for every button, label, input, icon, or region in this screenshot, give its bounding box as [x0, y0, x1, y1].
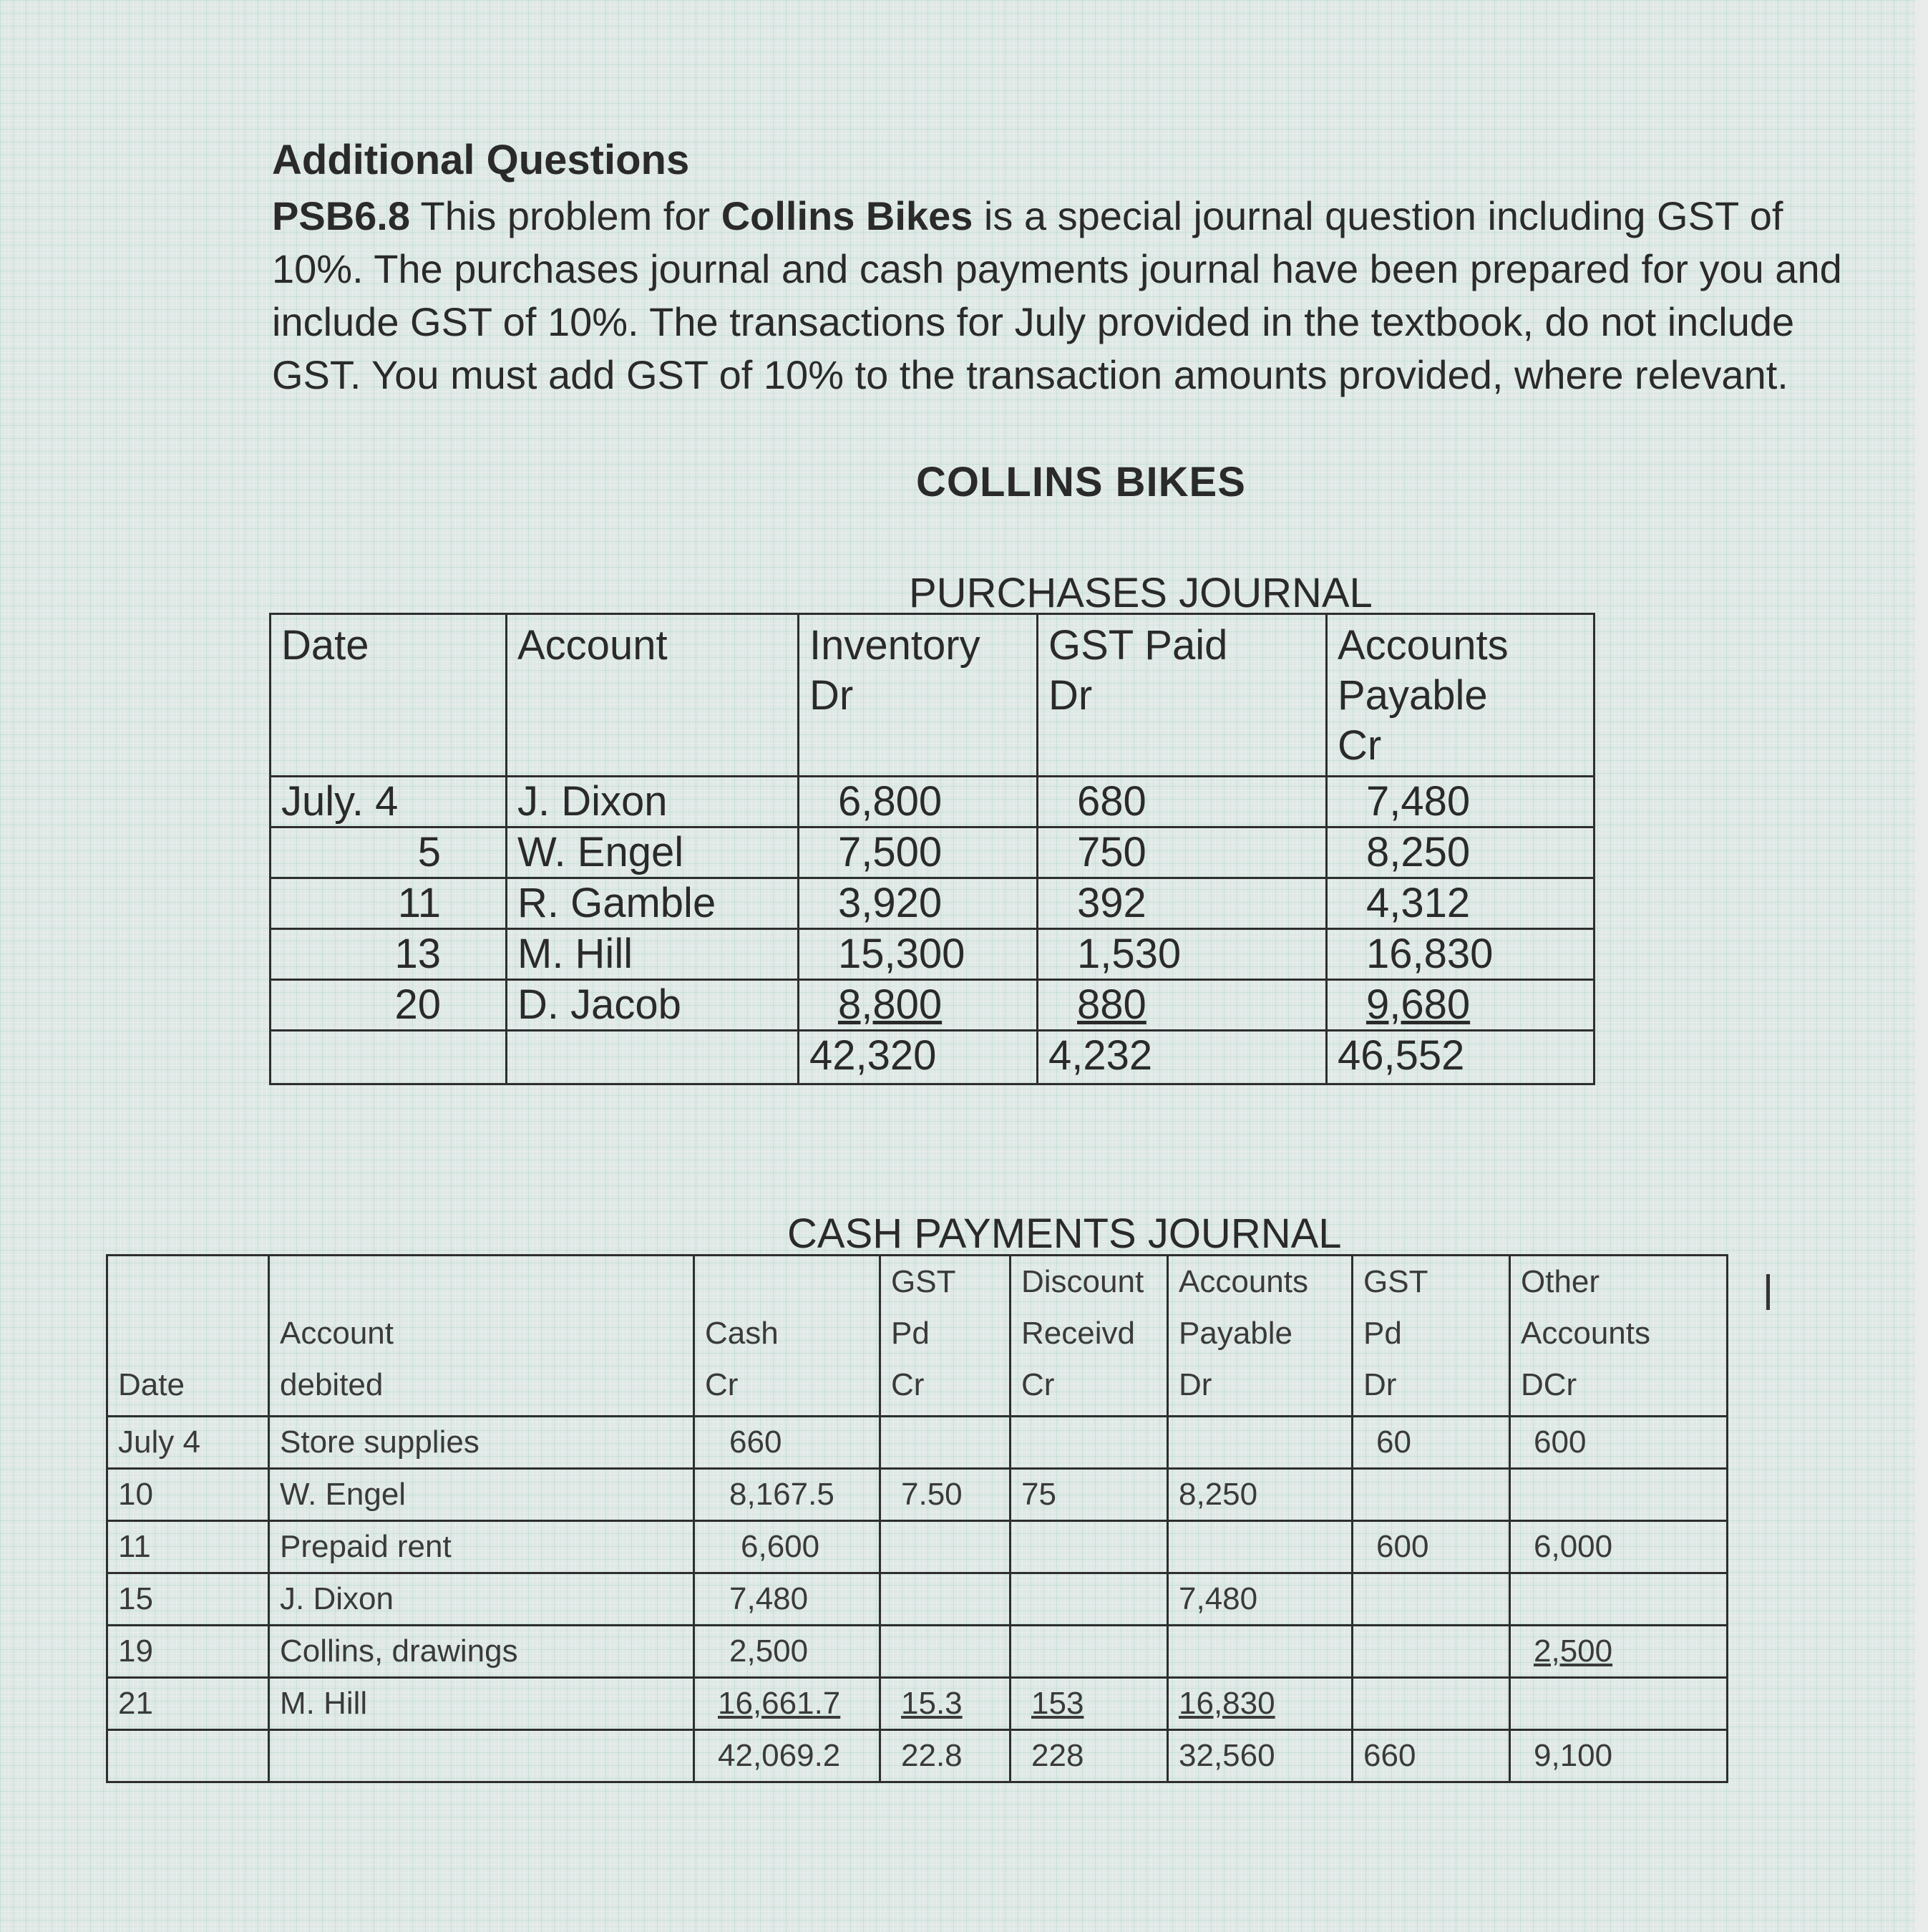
cash-payments-journal-table [106, 1254, 1728, 1783]
row-gst: 1,530 [1038, 929, 1327, 980]
table-row [107, 1417, 1728, 1469]
total-date [107, 1730, 269, 1782]
row-gst-dr [1353, 1573, 1510, 1626]
total-ap: 46,552 [1327, 1031, 1595, 1084]
row-account: J. Dixon [507, 777, 799, 827]
table-row [271, 878, 1595, 929]
row-ap: 8,250 [1168, 1469, 1353, 1521]
table-row [107, 1573, 1728, 1626]
row-gst: 680 [1038, 777, 1327, 827]
row-date: July. 4 [271, 777, 507, 827]
header-date: Date [271, 614, 507, 777]
header-accounts-payable: Accounts Payable Dr [1168, 1256, 1353, 1417]
header-gst-cr: GST Pd Cr [880, 1256, 1011, 1417]
header-cash: Cash Cr [694, 1256, 880, 1417]
total-cash: 42,069.2 [694, 1730, 880, 1782]
row-ap: 9,680 [1327, 980, 1595, 1031]
row-discount [1011, 1417, 1168, 1469]
row-other: 6,000 [1510, 1521, 1728, 1573]
row-date: 10 [107, 1469, 269, 1521]
total-date [271, 1031, 507, 1084]
row-account: J. Dixon [269, 1573, 694, 1626]
row-gst-dr [1353, 1626, 1510, 1678]
table-row [271, 777, 1595, 827]
row-date: 15 [107, 1573, 269, 1626]
header-row [107, 1256, 1728, 1417]
row-discount [1011, 1573, 1168, 1626]
row-account: W. Engel [269, 1469, 694, 1521]
row-discount: 75 [1011, 1469, 1168, 1521]
purchases-journal-title: PURCHASES JOURNAL [909, 570, 1373, 616]
table-row [107, 1521, 1728, 1573]
row-ap: 16,830 [1327, 929, 1595, 980]
text-cursor [1766, 1274, 1770, 1310]
header-discount: Discount Receivd Cr [1011, 1256, 1168, 1417]
row-date: 13 [271, 929, 507, 980]
row-discount [1011, 1626, 1168, 1678]
header-other-accounts: Other Accounts DCr [1510, 1256, 1728, 1417]
header-accounts-payable: Accounts Payable Cr [1327, 614, 1595, 777]
table-row [107, 1678, 1728, 1730]
header-row [271, 614, 1595, 777]
total-gst-dr: 660 [1353, 1730, 1510, 1782]
header-gst-dr: GST Pd Dr [1353, 1256, 1510, 1417]
company-title: COLLINS BIKES [916, 459, 1246, 505]
section-heading: Additional Questions [272, 137, 690, 183]
table-row [271, 980, 1595, 1031]
row-ap [1168, 1417, 1353, 1469]
header-inventory: Inventory Dr [799, 614, 1038, 777]
row-gst-cr [880, 1573, 1011, 1626]
row-cash: 2,500 [694, 1626, 880, 1678]
row-account: D. Jacob [507, 980, 799, 1031]
row-gst: 750 [1038, 827, 1327, 878]
table-row [107, 1626, 1728, 1678]
totals-row [271, 1031, 1595, 1084]
row-date: July 4 [107, 1417, 269, 1469]
cash-payments-body [107, 1417, 1728, 1782]
row-date: 20 [271, 980, 507, 1031]
scrollbar-strip [1915, 0, 1928, 1932]
row-date: 21 [107, 1678, 269, 1730]
row-discount: 153 [1011, 1678, 1168, 1730]
table-row [271, 929, 1595, 980]
row-account: M. Hill [507, 929, 799, 980]
row-date: 5 [271, 827, 507, 878]
row-inventory: 7,500 [799, 827, 1038, 878]
row-cash: 8,167.5 [694, 1469, 880, 1521]
intro-block [272, 136, 1846, 402]
row-gst: 880 [1038, 980, 1327, 1031]
total-gst: 4,232 [1038, 1031, 1327, 1084]
total-account [507, 1031, 799, 1084]
row-discount [1011, 1521, 1168, 1573]
row-account: M. Hill [269, 1678, 694, 1730]
row-account: Collins, drawings [269, 1626, 694, 1678]
row-inventory: 6,800 [799, 777, 1038, 827]
header-account-debited: Account debited [269, 1256, 694, 1417]
total-inventory: 42,320 [799, 1031, 1038, 1084]
row-ap: 16,830 [1168, 1678, 1353, 1730]
header-date: Date [107, 1256, 269, 1417]
row-account: Prepaid rent [269, 1521, 694, 1573]
row-account: W. Engel [507, 827, 799, 878]
problem-text-2: is a special journal question including GST of 10%. The purchases journal and cash payments journal have been prepared for you and include GST of 10%. The transactions for July provided in the textbook, do not include GST. You must add GST of 10% to the transaction amounts provided, where relevant. [272, 193, 1842, 397]
row-other [1510, 1469, 1728, 1521]
row-other: 600 [1510, 1417, 1728, 1469]
row-date: 11 [271, 878, 507, 929]
row-gst-cr [880, 1626, 1011, 1678]
row-other [1510, 1678, 1728, 1730]
totals-row [107, 1730, 1728, 1782]
row-cash: 16,661.7 [694, 1678, 880, 1730]
row-cash: 7,480 [694, 1573, 880, 1626]
company-bold: Collins Bikes [721, 193, 973, 238]
table-row [107, 1469, 1728, 1521]
total-ap: 32,560 [1168, 1730, 1353, 1782]
row-inventory: 3,920 [799, 878, 1038, 929]
row-ap: 8,250 [1327, 827, 1595, 878]
row-ap [1168, 1521, 1353, 1573]
row-ap [1168, 1626, 1353, 1678]
purchases-journal-table [269, 613, 1595, 1085]
row-ap: 4,312 [1327, 878, 1595, 929]
row-gst-dr: 60 [1353, 1417, 1510, 1469]
row-cash: 660 [694, 1417, 880, 1469]
cash-payments-journal-title: CASH PAYMENTS JOURNAL [787, 1210, 1342, 1257]
table-row [271, 827, 1595, 878]
row-other: 2,500 [1510, 1626, 1728, 1678]
problem-code: PSB6.8 [272, 193, 410, 238]
header-account: Account [507, 614, 799, 777]
header-gst-paid: GST Paid Dr [1038, 614, 1327, 777]
total-other: 9,100 [1510, 1730, 1728, 1782]
row-date: 11 [107, 1521, 269, 1573]
row-date: 19 [107, 1626, 269, 1678]
row-gst-dr [1353, 1469, 1510, 1521]
row-ap: 7,480 [1168, 1573, 1353, 1626]
row-gst-cr [880, 1417, 1011, 1469]
row-account: Store supplies [269, 1417, 694, 1469]
row-gst: 392 [1038, 878, 1327, 929]
total-gst-cr: 22.8 [880, 1730, 1011, 1782]
row-gst-cr [880, 1521, 1011, 1573]
row-cash: 6,600 [694, 1521, 880, 1573]
row-inventory: 15,300 [799, 929, 1038, 980]
problem-paragraph [272, 190, 1846, 402]
total-account [269, 1730, 694, 1782]
total-discount: 228 [1011, 1730, 1168, 1782]
row-gst-cr: 15.3 [880, 1678, 1011, 1730]
row-inventory: 8,800 [799, 980, 1038, 1031]
row-gst-cr: 7.50 [880, 1469, 1011, 1521]
row-ap: 7,480 [1327, 777, 1595, 827]
problem-text-1: This problem for [410, 193, 721, 238]
row-other [1510, 1573, 1728, 1626]
row-account: R. Gamble [507, 878, 799, 929]
row-gst-dr [1353, 1678, 1510, 1730]
row-gst-dr: 600 [1353, 1521, 1510, 1573]
